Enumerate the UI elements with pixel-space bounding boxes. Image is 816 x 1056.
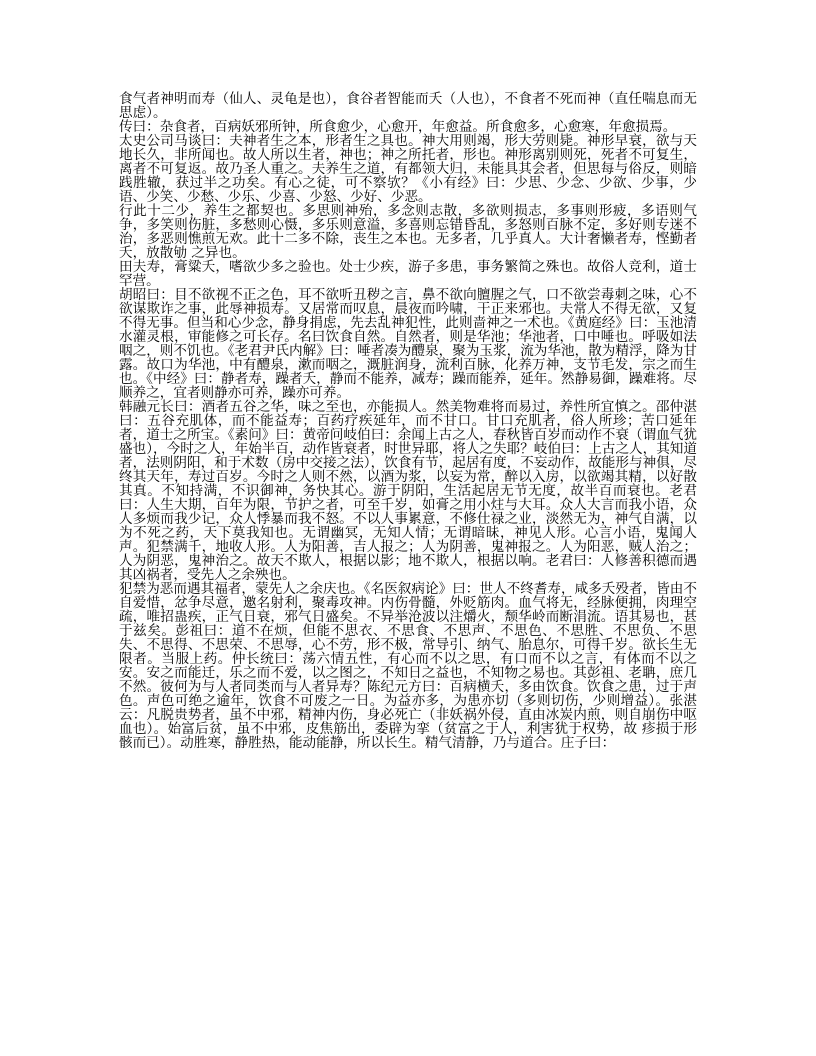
paragraph: 食气者神明而寿（仙人、灵龟是也），食谷者智能而夭（人也），不食者不死而神（直任喘息而无思虑）。	[119, 91, 697, 121]
paragraph: 行此十二少，养生之都契也。多思则神殆，多念则志散，多欲则损志，多事则形疲，多语则气争，多笑则伤脏，多愁则心慑，多乐则意溢，多喜则忘错昏乱，多怒则百脉不定，多好则专迷不治，多恶则憔煎无欢。此十二多不除，丧生之本也。无多者，几乎真人。大计奢懒者寿，悭勤者夭，放散劬 之异也。	[119, 203, 697, 261]
paragraph: 胡昭曰：目不欲视不正之色，耳不欲听丑秽之言，鼻不欲向膻腥之气，口不欲尝毒刺之味，心不欲谋欺诈之事，此辱神损寿。又居常而叹息，晨夜而吟啸，干正来邪也。夫常人不得无欲，又复不得无事。但当和心少念，静身捐虑，先去乱神犯性，此则啬神之一术也。《黄庭经》曰：玉池清水灌灵根，审能修之可长存。名曰饮食自然。自然者，则是华池；华池者，口中唾也。呼吸如法咽之，则不饥也。《老君尹氏内解》曰：唾者凑为醴泉，聚为玉浆，流为华池，散为精浮，降为甘露。故口为华池，中有醴泉，漱而咽之，溉脏润身，流利百脉，化养万神，支节毛发，宗之而生也。《中经》曰：静者寿，躁者夭，静而不能养，减寿；躁而能养，延年。然静易御，躁难将。尽顺养之，宜者则静亦可养，躁亦可养。	[119, 287, 697, 401]
paragraph: 田夫寿，膏粱夭，嗜欲少多之验也。处士少疾，游子多患，事务繁简之殊也。故俗人竞利，道士罕营。	[119, 259, 697, 289]
document-text-block	[119, 92, 697, 750]
paragraph: 犯禁为恶而遇其福者，蒙先人之余庆也。《名医叙病论》曰：世人不终耆寿，咸多夭殁者，皆由不自爱惜，忿争尽意，邀名射利，聚毒攻神。内伤骨髓，外贬筋肉。血气将无，经脉便拥，肉理空疏，唯招蛊疾，正气日衰，邪气日盛矣。不异举沧波以注爝火，颓华岭而断涓流。语其易也，甚于兹矣。彭祖曰：道不在烦，但能不思衣、不思食、不思声、不思色、不思胜、不思负、不思失、不思得、不思荣、不思辱，心不劳，形不极，常导引、纳气、胎息尔，可得千岁。欲长生无限者。当服上药。仲长统曰：荡六情五性，有心而不以之思，有口而不以之言，有体而不以之安。安之而能迁，乐之而不爱，以之图之，不知日之益也，不知物之易也。其彭祖、老聃，庶几不然。彼何为与人者同类而与人者异寿？陈纪元方曰：百病横夭，多由饮食。饮食之患，过于声色。声色可绝之逾年，饮食不可废之一日。为益亦多，为患亦切（多则切伤，少则增益）。张湛云：凡脱贵势者，虽不中邪，精神内伤，身必死亡（非妖祸外侵，直由冰炭内煎，则自崩伤中呕血也）。始富后贫，虽不中邪，皮焦筋出，委辟为挛（贫富之于人，利害犹于权势，故 疹损于形骸而已）。动胜寒，静胜热，能动能静，所以长生。精气清静，乃与道合。庄子曰：	[119, 581, 697, 751]
paragraph: 传曰：杂食者，百病妖邪所钟，所食愈少，心愈开，年愈益。所食愈多，心愈寒，年愈损焉。	[119, 119, 677, 135]
paragraph: 韩融元长曰：酒者五谷之华，味之至也，亦能损人。然美物难将而易过，养性所宜慎之。邵仲湛曰：五谷充肌体，而不能益寿；百药疗疾延年，而不甘口。甘口充肌者，俗人所珍；苦口延年者，道士之所宝。《素问》曰：黄帝问岐伯曰：余闻上古之人，春秋皆百岁而动作不衰（谓血气犹盛也），今时之人，年始半百，动作皆衰者，时世异耶，将人之失耶？岐伯曰：上古之人，其知道者，法则阴阳，和于术数（房中交接之法），饮食有节，起居有度，不妄动作，故能形与神俱，尽终其天年，寿过百岁。今时之人则不然，以酒为浆，以妄为常，醉以入房，以欲竭其精，以好散其真。不知持满，不识御神，务快其心。游于阴阳，生活起居无节无度，故半百而衰也。老君曰：人生大期，百年为限，节护之者，可至千岁，如膏之用小炷与大耳。众人大言而我小语，众人多烦而我少记，众人悸暴而我不怒。不以人事累意，不修仕禄之业，淡然无为，神气自满，以为不死之药，天下莫我知也。无谓幽冥，无知人情；无谓暗昧，神见人形。心言小语，鬼闻人声。犯禁满千，地收人形。人为阳善，吉人报之；人为阴善，鬼神报之。人为阳恶，贼人治之；人为阴恶，鬼神治之。故天不欺人，根据以影；地不欺人，根据以响。老君曰：人修善积德而遇其凶祸者，受先人之余殃也。	[119, 399, 697, 583]
paragraph: 太史公司马谈曰：夫神者生之本，形者生之具也。神大用则竭，形大劳则毙。神形早衰，欲与天地长久，非所闻也。故人所以生者，神也；神之所托者，形也。神形离别则死，死者不可复生，离者不可复返。故乃圣人重之。夫养生之道，有都领大归，未能具其会者，但思每与俗反，则暗践胜辙，获过半之功矣。有心之徒，可不察欤？《小有经》曰：少思、少念、少欲、少事，少语、少笑、少愁、少乐、少喜、少怒、少好、少恶。	[119, 133, 697, 205]
